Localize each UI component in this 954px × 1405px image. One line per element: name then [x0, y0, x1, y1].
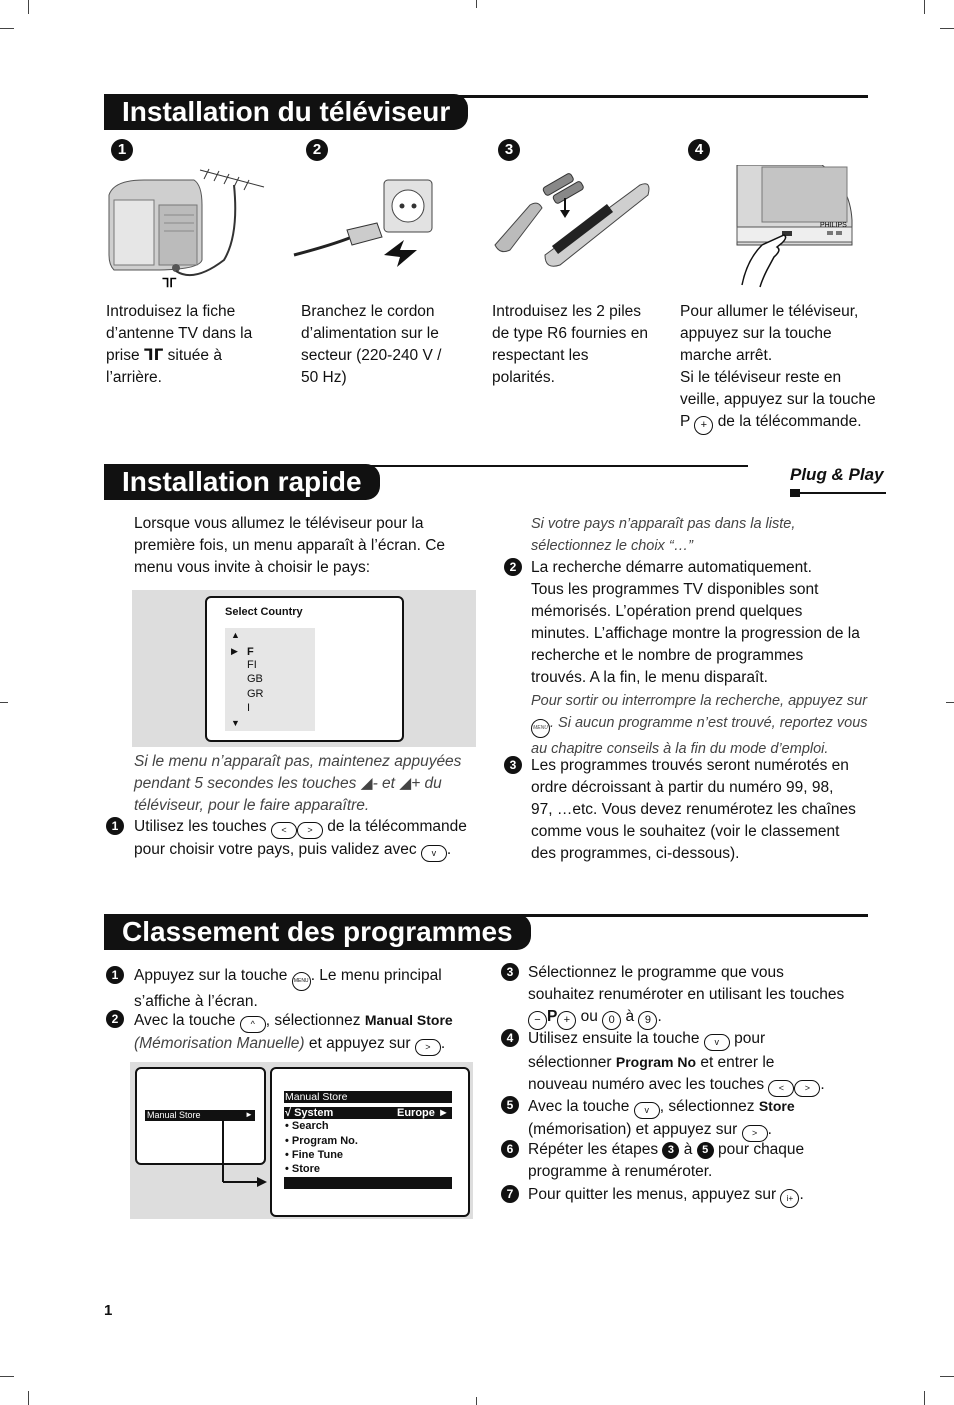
osd-item-store[interactable]: • Store: [285, 1163, 321, 1175]
manual-store-osd: [270, 1067, 470, 1217]
right-key-icon: >: [415, 1039, 441, 1056]
section-title-installation: Installation du téléviseur: [104, 94, 468, 130]
step-number: 4: [688, 139, 710, 161]
osd-item-fine-tune[interactable]: • Fine Tune: [285, 1149, 344, 1161]
menu-item-arrow-icon: ►: [245, 1110, 253, 1119]
menu-connector-arrow: [215, 1114, 270, 1189]
install-step-text: Pour allumer le téléviseur, appuyez sur la touche marche arrêt. Si le téléviseur reste en veille, appuyez sur la touche P + de la télécommande.: [680, 301, 895, 435]
plug-and-play-logo: Plug & Play: [790, 465, 884, 484]
zero-key-icon: 0: [602, 1011, 621, 1030]
install-step-text: Branchez le cordon d’alimentation sur le secteur (220-240 V / 50 Hz): [301, 303, 442, 386]
menu-key-icon: MENU: [292, 972, 311, 991]
step-number: 4: [501, 1029, 519, 1047]
step-number: 6: [501, 1140, 519, 1158]
left-key-icon: <: [271, 822, 297, 839]
osd-item-system[interactable]: √ System: [285, 1107, 334, 1119]
country-item[interactable]: I: [247, 702, 251, 714]
down-key-icon: v: [704, 1034, 730, 1051]
antenna-socket-icon: ᒣᒥ: [143, 347, 164, 364]
scroll-down-icon[interactable]: ▼: [231, 718, 240, 728]
right-key-icon: >: [794, 1080, 820, 1097]
step-number: 3: [498, 139, 520, 161]
classement-step-4: Utilisez ensuite la touche v pour sélectionner Program No et entrer le nouveau numéro avec les touches < > .: [528, 1028, 878, 1097]
classement-step-1: Appuyez sur la touche MENU . Le menu principal s’affiche à l’écran.: [134, 967, 442, 1010]
step-number: 1: [111, 139, 133, 161]
right-key-icon: >: [742, 1125, 768, 1142]
rapide-step-3: Les programmes trouvés seront numérotés en ordre décroissant à partir du numéro 99, 98, 97, …etc. Vous devez renumérotez les chaînes comme vous le souhaitez (voir le classement des programmes, ci-dessous).: [531, 757, 856, 862]
osd-header: Manual Store: [285, 1091, 348, 1103]
osd-key-icon: i+: [780, 1189, 799, 1208]
country-list-panel: [225, 628, 315, 731]
step-number: 1: [106, 817, 124, 835]
step-number: 1: [106, 966, 124, 984]
step-number: 3: [504, 756, 522, 774]
classement-step-5: Avec la touche v , sélectionnez Store (mémorisation) et appuyez sur > .: [528, 1095, 878, 1142]
osd-title: Select Country: [225, 606, 303, 618]
down-key-icon: v: [421, 845, 447, 862]
country-item[interactable]: GR: [247, 688, 264, 700]
tv-power-button-illustration: [732, 165, 857, 290]
right-key-icon: >: [297, 822, 323, 839]
section-title-rapide: Installation rapide: [104, 464, 380, 500]
step-number: 2: [306, 139, 328, 161]
left-key-icon: <: [768, 1080, 794, 1097]
menu-key-icon: MENU: [531, 719, 550, 738]
plus-key-icon: +: [557, 1011, 576, 1030]
install-step-text: Introduisez les 2 piles de type R6 fournies en respectant les polarités.: [492, 303, 648, 386]
classement-step-3: Sélectionnez le programme que vous souhaitez renuméroter en utilisant les touches − P + ou 0 à 9 .: [528, 962, 878, 1030]
tv-minus-key-icon: ◢: [360, 775, 373, 792]
step-number: 7: [501, 1185, 519, 1203]
osd-item-program-no[interactable]: • Program No.: [285, 1135, 358, 1147]
menu-item-manual-store[interactable]: Manual Store: [147, 1110, 201, 1120]
osd-item-search[interactable]: • Search: [285, 1120, 329, 1132]
remote-batteries-illustration: [490, 170, 655, 270]
down-key-icon: v: [634, 1102, 660, 1119]
plug-icon: [790, 486, 890, 500]
classement-step-7: Pour quitter les menus, appuyez sur i+ .: [528, 1184, 878, 1208]
rapide-note-1: Si le menu n’apparaît pas, maintenez appuyées pendant 5 secondes les touches ◢- et ◢+ du téléviseur, pour le faire apparaître.: [134, 753, 462, 814]
minus-key-icon: −: [528, 1011, 547, 1030]
osd-footer-bar: [284, 1177, 452, 1189]
step-number: 2: [106, 1010, 124, 1028]
step-number: 2: [504, 558, 522, 576]
power-plug-illustration: [292, 175, 442, 270]
step-number: 5: [501, 1096, 519, 1114]
rapide-note-2: Si votre pays n’apparaît pas dans la liste, sélectionnez le choix “…”: [531, 516, 796, 554]
rapide-step-2: La recherche démarre automatiquement. Tous les programmes TV disponibles sont mémorisés. L’opération prend quelques minutes. L’affichage montre la progression de la recherche et le nombre de programmes trouvés. A la fin, le menu disparaît.: [531, 559, 860, 686]
plus-key-icon: +: [694, 416, 713, 435]
country-item[interactable]: FI: [247, 659, 257, 671]
section-title-classement: Classement des programmes: [104, 914, 531, 950]
up-key-icon: ^: [240, 1016, 266, 1033]
page-number: 1: [104, 1302, 113, 1319]
svg-text:ᒣᒥ: ᒣᒥ: [162, 276, 177, 290]
nine-key-icon: 9: [638, 1011, 657, 1030]
scroll-up-icon[interactable]: ▲: [231, 630, 240, 640]
install-step-text: Introduisez la fiche d’antenne TV dans la prise ᒣᒥ située à l’arrière.: [106, 303, 253, 386]
select-country-osd: [205, 596, 404, 742]
rapide-step-1: Utilisez les touches < > de la télécommande pour choisir votre pays, puis validez avec v .: [134, 816, 484, 862]
step-number: 3: [501, 963, 519, 981]
classement-step-2: Avec la touche ^ , sélectionnez Manual Store (Mémorisation Manuelle) et appuyez sur > .: [134, 1009, 474, 1056]
tv-plus-key-icon: ◢: [399, 775, 412, 792]
country-item[interactable]: GB: [247, 673, 263, 685]
svg-text:PHILIPS: PHILIPS: [820, 222, 847, 229]
osd-system-value[interactable]: Europe ►: [397, 1107, 449, 1119]
country-item[interactable]: F: [247, 646, 254, 658]
rapide-note-3: Pour sortir ou interrompre la recherche, appuyez sur MENU . Si aucun programme n’est trouvé, reportez vous au chapitre conseils à la fin du mode d’emploi.: [531, 693, 868, 757]
tv-antenna-illustration: [104, 165, 269, 290]
selection-pointer-icon: ▶: [231, 646, 238, 656]
rapide-intro: Lorsque vous allumez le téléviseur pour la première fois, un menu apparaît à l’écran. Ce menu vous invite à choisir le pays:: [134, 515, 446, 576]
classement-step-6: Répéter les étapes 3 à 5 pour chaque programme à renuméroter.: [528, 1141, 805, 1180]
